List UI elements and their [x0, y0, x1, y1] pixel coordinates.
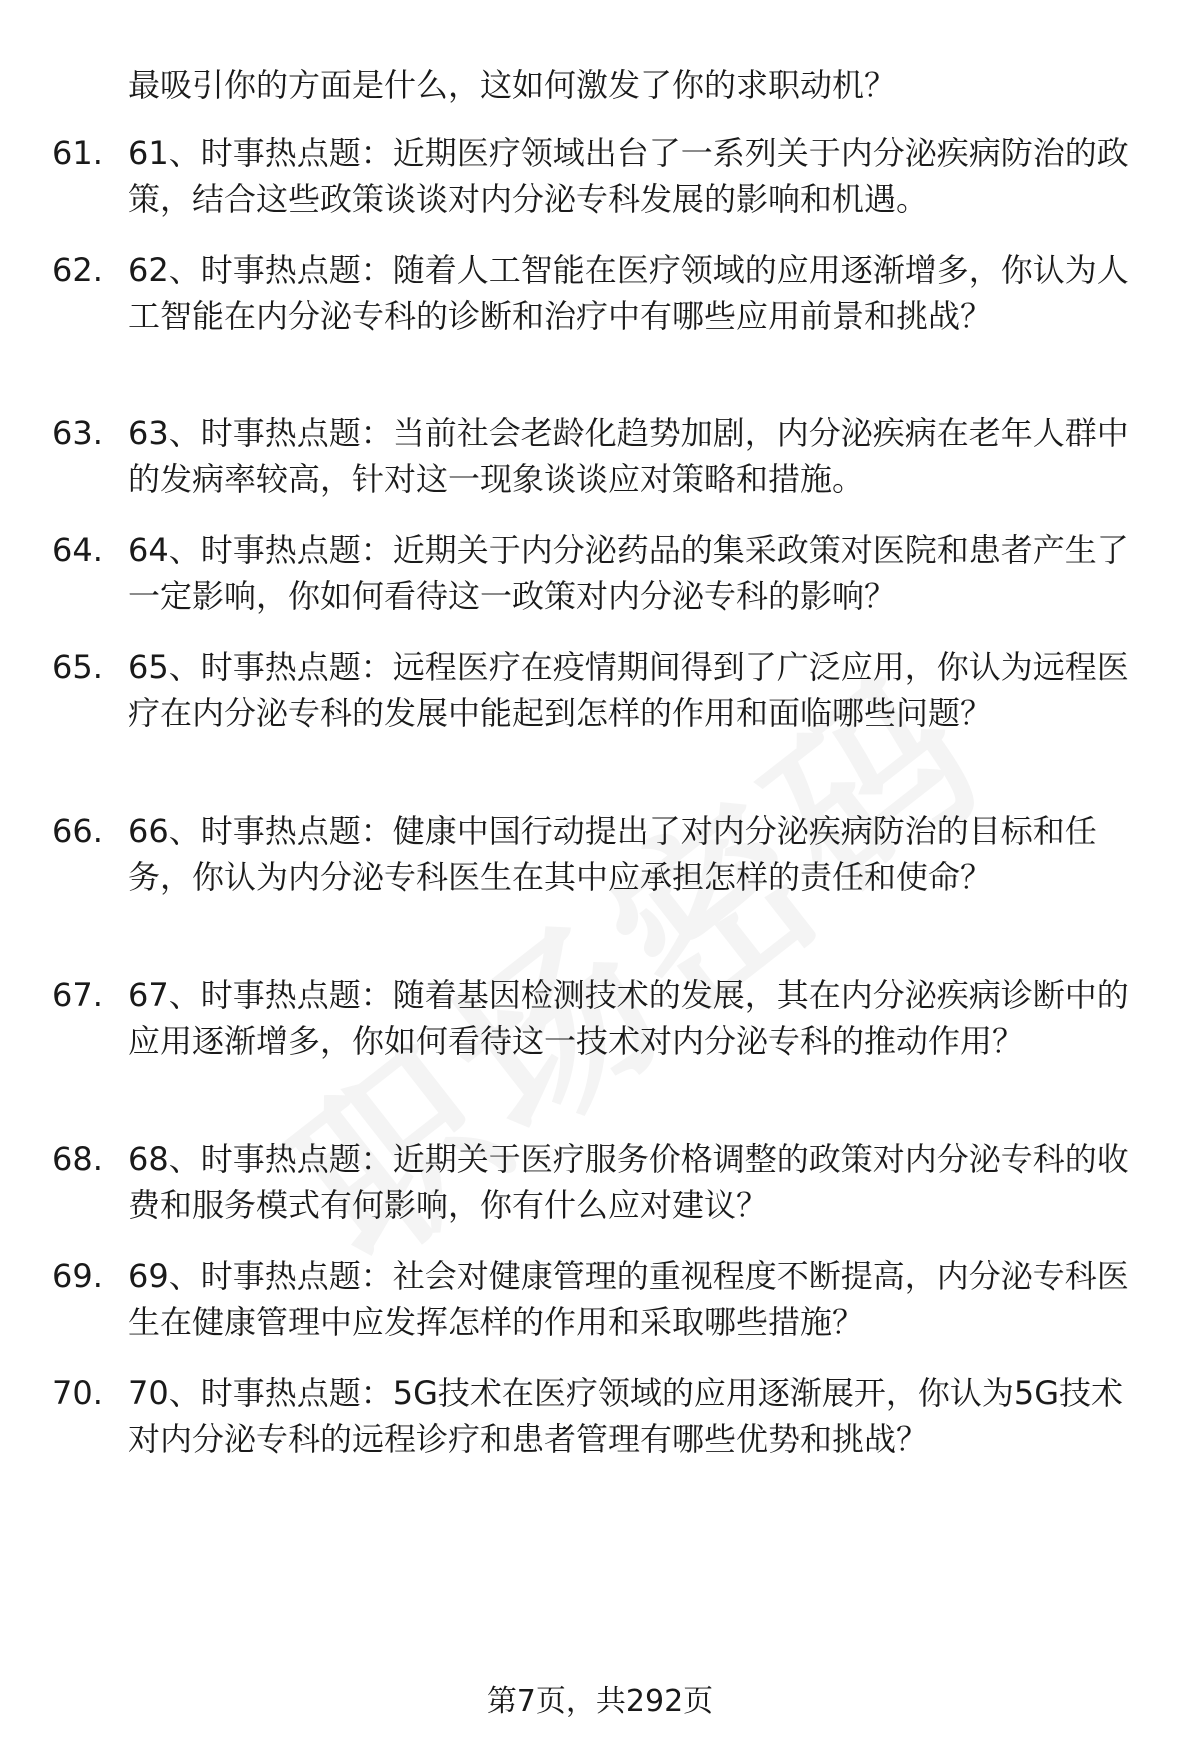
item-number: 61.	[52, 134, 103, 172]
item-number: 70.	[52, 1374, 103, 1412]
item-text: 65、时事热点题：远程医疗在疫情期间得到了广泛应用，你认为远程医疗在内分泌专科的发展中能起到怎样的作用和面临哪些问题？	[128, 648, 1129, 732]
item-text: 63、时事热点题：当前社会老龄化趋势加剧，内分泌疾病在老年人群中的发病率较高，针对这一现象谈谈应对策略和措施。	[128, 414, 1129, 498]
item-text: 68、时事热点题：近期关于医疗服务价格调整的政策对内分泌专科的收费和服务模式有何影响，你有什么应对建议？	[128, 1140, 1129, 1224]
item-number: 68.	[52, 1140, 103, 1178]
item-number: 64.	[52, 531, 103, 569]
item-text: 66、时事热点题：健康中国行动提出了对内分泌疾病防治的目标和任务，你认为内分泌专科医生在其中应承担怎样的责任和使命？	[128, 812, 1097, 896]
item-text: 64、时事热点题：近期关于内分泌药品的集采政策对医院和患者产生了一定影响，你如何看待这一政策对内分泌专科的影响？	[128, 531, 1129, 615]
item-number: 69.	[52, 1257, 103, 1295]
item-number: 63.	[52, 414, 103, 452]
item-number: 62.	[52, 251, 103, 289]
item-number: 65.	[52, 648, 103, 686]
item-number: 67.	[52, 976, 103, 1014]
item-text: 67、时事热点题：随着基因检测技术的发展，其在内分泌疾病诊断中的应用逐渐增多，你如何看待这一技术对内分泌专科的推动作用？	[128, 976, 1129, 1060]
page-footer: 第7页，共292页	[486, 1684, 714, 1719]
item-text: 70、时事热点题：5G技术在医疗领域的应用逐渐展开，你认为5G技术对内分泌专科的远程诊疗和患者管理有哪些优势和挑战？	[128, 1374, 1124, 1458]
item-text: 61、时事热点题：近期医疗领域出台了一系列关于内分泌疾病防治的政策，结合这些政策谈谈对内分泌专科发展的影响和机遇。	[128, 134, 1129, 218]
continuation-text: 最吸引你的方面是什么，这如何激发了你的求职动机？	[128, 66, 897, 104]
item-text: 69、时事热点题：社会对健康管理的重视程度不断提高，内分泌专科医生在健康管理中应发挥怎样的作用和采取哪些措施？	[128, 1257, 1129, 1341]
item-text: 62、时事热点题：随着人工智能在医疗领域的应用逐渐增多，你认为人工智能在内分泌专科的诊断和治疗中有哪些应用前景和挑战？	[128, 251, 1129, 335]
item-number: 66.	[52, 812, 103, 850]
